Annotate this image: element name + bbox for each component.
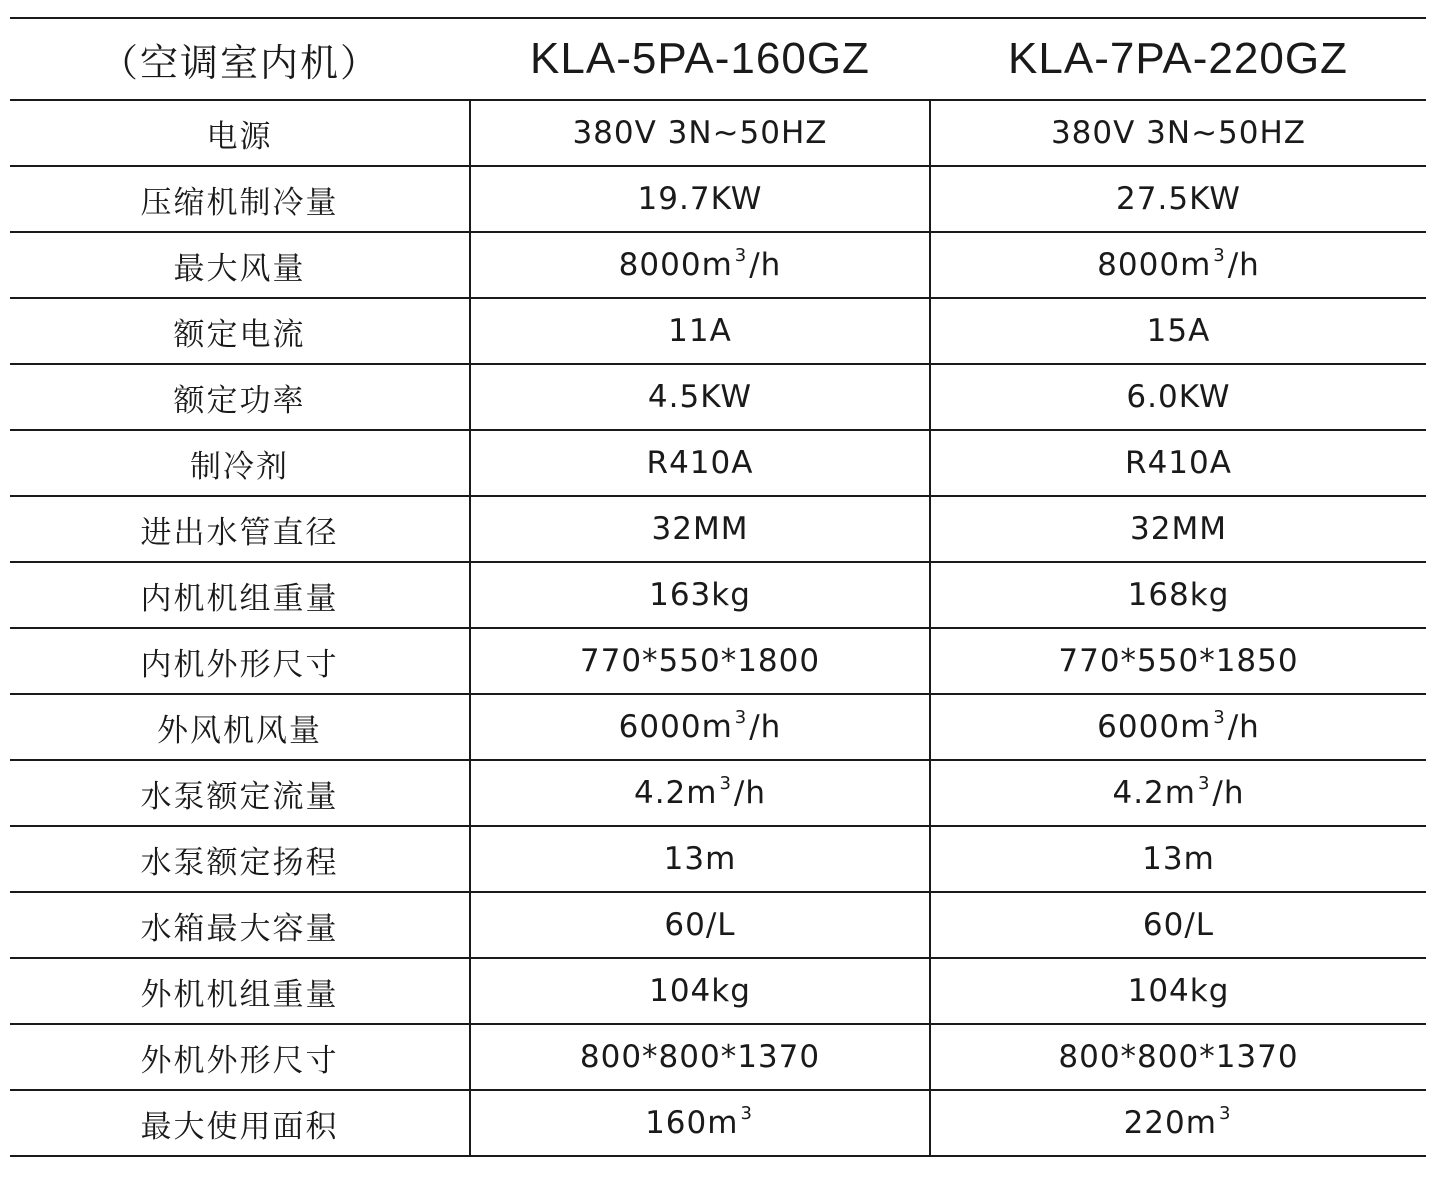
value-cell-model-1 bbox=[470, 892, 930, 958]
row-label: 水箱最大容量 bbox=[10, 892, 470, 958]
value-cell-model-2 bbox=[930, 1024, 1426, 1090]
unit-exponent: 3 bbox=[1213, 707, 1226, 728]
value-text: 6000m bbox=[618, 709, 733, 745]
value-text: 60/L bbox=[664, 907, 736, 943]
spec-table bbox=[10, 17, 1426, 1157]
value-text: 380V 3N~50HZ bbox=[1050, 115, 1307, 151]
value-cell-model-2 bbox=[930, 232, 1426, 298]
row-label: 进出水管直径 bbox=[10, 496, 470, 562]
value-cell-model-1 bbox=[470, 958, 930, 1024]
row-label: 电源 bbox=[10, 100, 470, 166]
value-cell-model-1 bbox=[470, 826, 930, 892]
row-label: 额定电流 bbox=[10, 298, 470, 364]
value-text: 163kg bbox=[649, 577, 751, 613]
value-cell-model-1 bbox=[470, 1090, 930, 1156]
value-cell-model-1 bbox=[470, 430, 930, 496]
value-text: 13m bbox=[663, 841, 737, 877]
unit-suffix: /h bbox=[749, 709, 782, 745]
unit-suffix: /h bbox=[733, 775, 767, 811]
value-cell-model-1 bbox=[470, 760, 930, 826]
unit-exponent: 3 bbox=[1218, 1103, 1232, 1124]
unit-exponent: 3 bbox=[1197, 773, 1211, 794]
table-row bbox=[10, 298, 1426, 364]
value-text: 8000m bbox=[1097, 247, 1212, 283]
value-text: 60/L bbox=[1142, 907, 1215, 943]
unit-suffix: /h bbox=[749, 247, 782, 283]
value-text: R410A bbox=[646, 445, 754, 481]
value-text: 15A bbox=[1146, 313, 1211, 349]
table-row bbox=[10, 694, 1426, 760]
value-cell-model-2 bbox=[930, 430, 1426, 496]
value-cell-model-1 bbox=[470, 232, 930, 298]
value-text: 800*800*1370 bbox=[1058, 1039, 1299, 1075]
row-label: 水泵额定流量 bbox=[10, 760, 470, 826]
table-row bbox=[10, 826, 1426, 892]
value-text: 800*800*1370 bbox=[579, 1039, 821, 1075]
unit-exponent: 3 bbox=[740, 1103, 753, 1124]
header-label: （空调室内机） bbox=[10, 18, 470, 100]
row-label: 压缩机制冷量 bbox=[10, 166, 470, 232]
value-text: 770*550*1800 bbox=[579, 643, 821, 679]
value-cell-model-1 bbox=[470, 298, 930, 364]
unit-exponent: 3 bbox=[734, 245, 748, 266]
row-label: 最大使用面积 bbox=[10, 1090, 470, 1156]
value-text: 104kg bbox=[649, 973, 751, 1009]
value-text: 168kg bbox=[1127, 577, 1230, 613]
value-text: 8000m bbox=[618, 247, 733, 283]
spec-table-body bbox=[10, 100, 1426, 1156]
row-label: 内机机组重量 bbox=[10, 562, 470, 628]
header-row bbox=[10, 18, 1426, 100]
value-text: 4.5KW bbox=[647, 379, 753, 415]
value-cell-model-2 bbox=[930, 496, 1426, 562]
value-cell-model-1 bbox=[470, 694, 930, 760]
table-row bbox=[10, 562, 1426, 628]
value-text: 160m bbox=[645, 1105, 739, 1141]
value-text: R410A bbox=[1125, 445, 1232, 481]
table-row bbox=[10, 100, 1426, 166]
spec-table-header bbox=[10, 18, 1426, 100]
value-text: 32MM bbox=[1130, 511, 1227, 547]
model-name-2: KLA-7PA-220GZ bbox=[930, 18, 1426, 100]
value-cell-model-2 bbox=[930, 298, 1426, 364]
value-cell-model-1 bbox=[470, 1024, 930, 1090]
value-text: 4.2m bbox=[633, 775, 718, 811]
row-label: 水泵额定扬程 bbox=[10, 826, 470, 892]
table-row bbox=[10, 628, 1426, 694]
row-label: 外机机组重量 bbox=[10, 958, 470, 1024]
unit-suffix: /h bbox=[1227, 709, 1260, 745]
value-text: 6000m bbox=[1097, 709, 1212, 745]
table-row bbox=[10, 430, 1426, 496]
row-label: 内机外形尺寸 bbox=[10, 628, 470, 694]
value-text: 380V 3N~50HZ bbox=[572, 115, 828, 151]
value-cell-model-2 bbox=[930, 1090, 1426, 1156]
value-text: 13m bbox=[1142, 841, 1215, 877]
value-text: 770*550*1850 bbox=[1058, 643, 1299, 679]
table-row bbox=[10, 166, 1426, 232]
row-label: 额定功率 bbox=[10, 364, 470, 430]
value-cell-model-2 bbox=[930, 562, 1426, 628]
unit-exponent: 3 bbox=[719, 773, 732, 794]
value-cell-model-1 bbox=[470, 562, 930, 628]
value-cell-model-2 bbox=[930, 364, 1426, 430]
value-cell-model-1 bbox=[470, 166, 930, 232]
value-cell-model-2 bbox=[930, 958, 1426, 1024]
value-cell-model-2 bbox=[930, 166, 1426, 232]
unit-suffix: /h bbox=[1227, 247, 1260, 283]
value-text: 11A bbox=[668, 313, 732, 349]
value-text: 27.5KW bbox=[1116, 181, 1241, 217]
value-cell-model-1 bbox=[470, 496, 930, 562]
model-name-1: KLA-5PA-160GZ bbox=[470, 18, 930, 100]
value-cell-model-1 bbox=[470, 364, 930, 430]
table-row bbox=[10, 760, 1426, 826]
table-row bbox=[10, 1090, 1426, 1156]
row-label: 外风机风量 bbox=[10, 694, 470, 760]
table-row bbox=[10, 232, 1426, 298]
table-row bbox=[10, 958, 1426, 1024]
table-row bbox=[10, 892, 1426, 958]
unit-exponent: 3 bbox=[734, 707, 748, 728]
value-cell-model-1 bbox=[470, 100, 930, 166]
value-text: 6.0KW bbox=[1126, 379, 1231, 415]
value-text: 220m bbox=[1123, 1105, 1217, 1141]
table-row bbox=[10, 496, 1426, 562]
row-label: 外机外形尺寸 bbox=[10, 1024, 470, 1090]
value-text: 19.7KW bbox=[637, 181, 763, 217]
value-cell-model-1 bbox=[470, 628, 930, 694]
value-cell-model-2 bbox=[930, 100, 1426, 166]
value-cell-model-2 bbox=[930, 694, 1426, 760]
table-row bbox=[10, 1024, 1426, 1090]
value-text: 32MM bbox=[651, 511, 749, 547]
value-cell-model-2 bbox=[930, 628, 1426, 694]
value-cell-model-2 bbox=[930, 760, 1426, 826]
table-row bbox=[10, 364, 1426, 430]
value-cell-model-2 bbox=[930, 826, 1426, 892]
row-label: 最大风量 bbox=[10, 232, 470, 298]
unit-suffix: /h bbox=[1212, 775, 1245, 811]
row-label: 制冷剂 bbox=[10, 430, 470, 496]
value-text: 104kg bbox=[1127, 973, 1230, 1009]
value-text: 4.2m bbox=[1112, 775, 1196, 811]
unit-exponent: 3 bbox=[1213, 245, 1226, 266]
value-cell-model-2 bbox=[930, 892, 1426, 958]
